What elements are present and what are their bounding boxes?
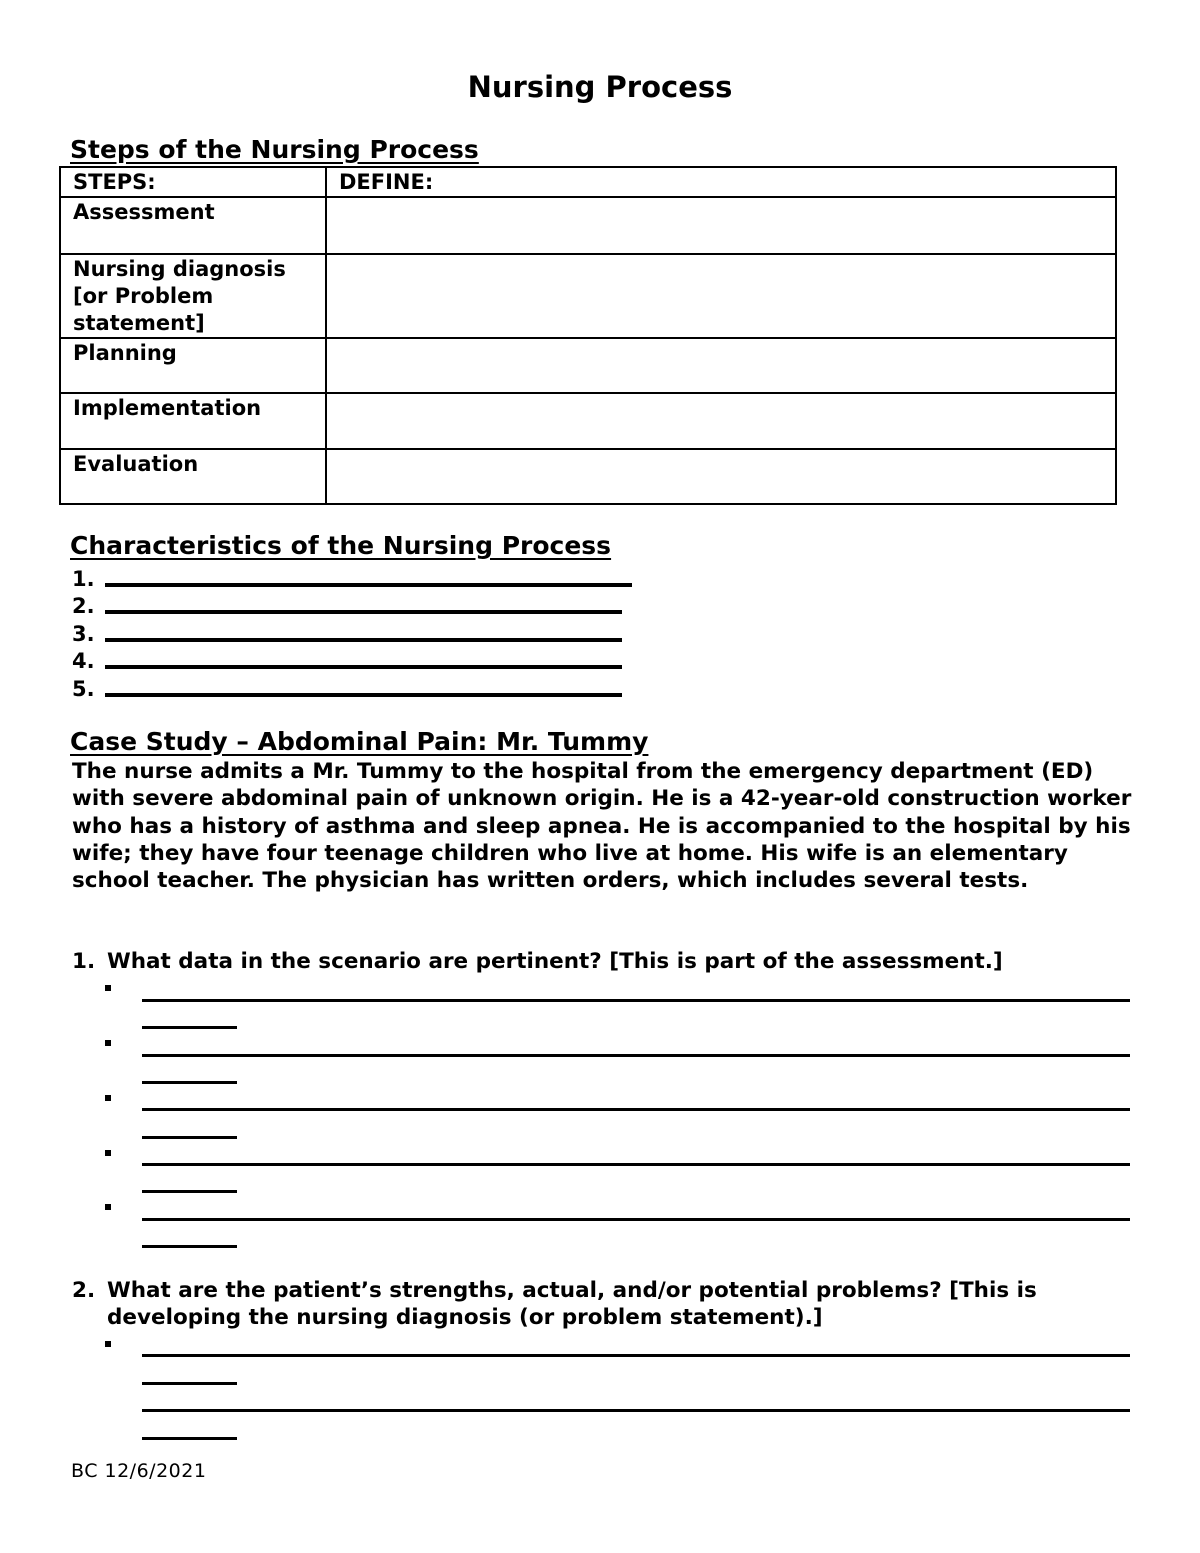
answer-line-continuation[interactable]: [142, 1026, 237, 1029]
bullet-icon: [105, 1095, 111, 1101]
answer-line[interactable]: [142, 1163, 1130, 1166]
answer-blank[interactable]: [105, 609, 622, 614]
header-define: DEFINE:: [326, 167, 1116, 197]
answer-line[interactable]: [142, 1409, 1130, 1412]
bullet-icon: [105, 985, 111, 991]
bullet-icon: [105, 1150, 111, 1156]
item-number: 2.: [72, 594, 95, 618]
answer-line-continuation[interactable]: [142, 1190, 237, 1193]
step-planning: Planning: [60, 338, 326, 393]
steps-heading: Steps of the Nursing Process: [70, 135, 479, 164]
table-header-row: [60, 167, 1116, 197]
case-study-body: The nurse admits a Mr. Tummy to the hospital from the emergency department (ED) with severe abdominal pain of unknown origin. He is a 42-year-old construction worker who has a history of asthma and sleep apnea. He is accompanied to the hospital by his wife; they have four teenage children who live at home. His wife is an elementary school teacher. The physician has written orders, which includes several tests.: [72, 759, 1132, 894]
item-number: 3.: [72, 621, 95, 646]
table-row: [60, 254, 1116, 338]
list-item: [72, 673, 632, 701]
answer-blank[interactable]: [105, 582, 632, 587]
list-item: [72, 591, 632, 619]
bullet-icon: [105, 1204, 111, 1210]
step-implementation: Implementation: [60, 393, 326, 449]
table-row: [60, 338, 1116, 393]
case-study-heading: Case Study – Abdominal Pain: Mr. Tummy: [70, 727, 649, 756]
page-title: Nursing Process: [467, 70, 733, 104]
question-text: What data in the scenario are pertinent? [This is part of the assessment.]: [107, 949, 1003, 974]
question-text: What are the patient’s strengths, actual, and/or potential problems? [This is developing the nursing diagnosis (or problem statement).]: [107, 1278, 1037, 1330]
answer-blank[interactable]: [105, 664, 622, 669]
characteristics-heading: Characteristics of the Nursing Process: [70, 531, 612, 560]
step-nursing-diagnosis: Nursing diagnosis [or Problem statement]: [60, 254, 326, 338]
footer-date: BC 12/6/2021: [71, 1460, 207, 1482]
answer-line-continuation[interactable]: [142, 1382, 237, 1385]
bullet-icon: [105, 1040, 111, 1046]
define-cell-nursing-diagnosis[interactable]: [326, 254, 1116, 338]
question-number: 1.: [72, 949, 96, 974]
header-steps: STEPS:: [60, 167, 326, 197]
answer-line[interactable]: [142, 1354, 1130, 1357]
item-number: 5.: [72, 676, 95, 701]
answer-line[interactable]: [142, 999, 1130, 1002]
bullet-icon: [105, 1341, 111, 1347]
answer-line-continuation[interactable]: [142, 1437, 237, 1440]
table-row: [60, 393, 1116, 449]
item-number: 1.: [72, 566, 95, 591]
list-item: [72, 618, 632, 646]
define-cell-evaluation[interactable]: [326, 449, 1116, 504]
item-number: 4.: [72, 649, 95, 673]
answer-line-continuation[interactable]: [142, 1081, 237, 1084]
table-row: [60, 197, 1116, 254]
characteristics-list: [72, 563, 632, 701]
define-cell-implementation[interactable]: [326, 393, 1116, 449]
step-assessment: Assessment: [60, 197, 326, 254]
define-cell-assessment[interactable]: [326, 197, 1116, 254]
answer-line-continuation[interactable]: [142, 1245, 237, 1248]
table-row: [60, 449, 1116, 504]
list-item: [72, 646, 632, 674]
answer-blank[interactable]: [105, 692, 622, 697]
question-number: 2.: [72, 1278, 96, 1303]
list-item: [72, 563, 632, 591]
answer-line[interactable]: [142, 1218, 1130, 1221]
answer-blank[interactable]: [105, 637, 622, 642]
define-cell-planning[interactable]: [326, 338, 1116, 393]
steps-table: [59, 166, 1117, 505]
answer-line-continuation[interactable]: [142, 1136, 237, 1139]
answer-line[interactable]: [142, 1054, 1130, 1057]
step-evaluation: Evaluation: [60, 449, 326, 504]
answer-line[interactable]: [142, 1108, 1130, 1111]
